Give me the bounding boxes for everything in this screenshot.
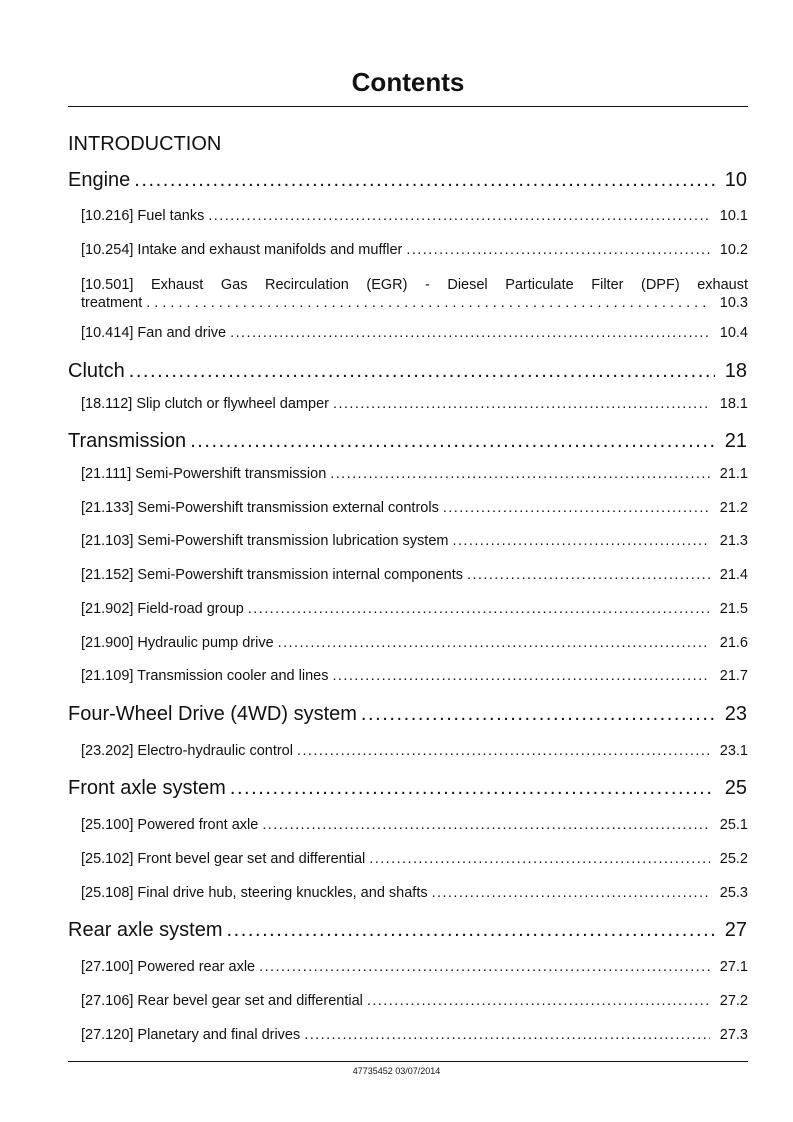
toc-entry-label-continued: treatment	[81, 295, 143, 311]
toc-entry-page: 18.1	[719, 396, 748, 412]
toc-section-label: Transmission	[68, 430, 187, 452]
toc-entry-label: [18.112] Slip clutch or flywheel damper	[81, 396, 329, 412]
toc-section-label: Rear axle system	[68, 919, 223, 941]
toc-section-label: Four-Wheel Drive (4WD) system	[68, 703, 357, 725]
dot-leader	[190, 428, 715, 454]
toc-entry-label: [10.414] Fan and drive	[81, 325, 227, 341]
dot-leader	[452, 532, 710, 550]
toc-entry-page: 21.2	[719, 500, 748, 516]
toc-entry-label: [21.133] Semi-Powershift transmission external controls	[81, 500, 439, 516]
toc-section-label: Engine	[68, 169, 131, 191]
toc-entry-page: 21.3	[719, 533, 748, 549]
toc-entry[interactable]	[81, 667, 748, 685]
dot-leader	[367, 992, 710, 1010]
footer-doc-id: 47735452 03/07/2014	[352, 1066, 441, 1076]
toc-entry-page: 10.3	[719, 295, 748, 311]
page-title: Contents	[351, 67, 465, 97]
toc-entry[interactable]	[81, 465, 748, 483]
dot-leader	[304, 1026, 710, 1044]
dot-leader	[259, 958, 710, 976]
toc-entry[interactable]	[81, 207, 748, 225]
toc-entry-label: [21.103] Semi-Powershift transmission lubrication system	[81, 533, 449, 549]
toc-entry-page: 25.2	[719, 851, 748, 867]
toc-section-page: 23	[724, 703, 747, 725]
toc-entry[interactable]	[81, 600, 748, 618]
toc-section-page: 10	[724, 169, 747, 191]
dot-leader	[333, 395, 710, 413]
toc-section-page: 27	[724, 919, 747, 941]
toc-entry-page: 21.4	[719, 567, 748, 583]
dot-leader	[248, 600, 710, 618]
toc-entry-page: 27.2	[719, 993, 748, 1009]
toc-section-page: 21	[724, 430, 747, 452]
dot-leader	[443, 499, 710, 517]
dot-leader	[278, 634, 710, 652]
dot-leader	[406, 241, 710, 259]
toc-section-label: Front axle system	[68, 777, 226, 799]
toc-section-rear-axle[interactable]	[68, 917, 747, 943]
footer-divider	[68, 1061, 748, 1062]
toc-entry[interactable]	[81, 566, 748, 584]
toc-entry-page: 25.1	[719, 817, 748, 833]
toc-entry[interactable]	[81, 992, 748, 1010]
toc-entry-page: 21.1	[719, 466, 748, 482]
dot-leader	[467, 566, 710, 584]
toc-section-page: 18	[724, 360, 747, 382]
toc-entry-label: [21.152] Semi-Powershift transmission internal components	[81, 567, 464, 583]
toc-entry[interactable]	[81, 850, 748, 868]
toc-section-engine[interactable]	[68, 167, 747, 193]
toc-entry[interactable]	[81, 499, 748, 517]
dot-leader	[230, 324, 710, 342]
toc-section-4wd[interactable]	[68, 701, 747, 727]
toc-entry-label: [25.100] Powered front axle	[81, 817, 259, 833]
toc-section-transmission[interactable]	[68, 428, 747, 454]
toc-section-label: Clutch	[68, 360, 125, 382]
introduction-heading: INTRODUCTION	[68, 133, 222, 155]
toc-entry-page: 27.1	[719, 959, 748, 975]
toc-entry[interactable]	[81, 816, 748, 834]
toc-entry-page: 21.7	[719, 668, 748, 684]
toc-entry[interactable]	[81, 884, 748, 902]
dot-leader	[230, 775, 715, 801]
dot-leader	[297, 742, 710, 760]
toc-entry-page: 10.2	[719, 242, 748, 258]
toc-entry-label: [21.109] Transmission cooler and lines	[81, 668, 329, 684]
dot-leader	[332, 667, 710, 685]
toc-entry[interactable]	[81, 241, 748, 259]
toc-entry-page: 25.3	[719, 885, 748, 901]
toc-entry-label: [27.120] Planetary and final drives	[81, 1027, 301, 1043]
dot-leader	[208, 207, 710, 225]
title-divider	[68, 106, 748, 107]
toc-entry-label: [25.102] Front bevel gear set and differential	[81, 851, 366, 867]
dot-leader	[227, 917, 716, 943]
toc-entry[interactable]	[81, 634, 748, 652]
toc-entry-label: [23.202] Electro-hydraulic control	[81, 743, 293, 759]
toc-section-page: 25	[724, 777, 747, 799]
toc-section-clutch[interactable]	[68, 358, 747, 384]
toc-entry-label: [10.216] Fuel tanks	[81, 208, 205, 224]
dot-leader	[134, 167, 715, 193]
toc-entry-label: [10.254] Intake and exhaust manifolds and muffler	[81, 242, 403, 258]
dot-leader	[146, 294, 710, 312]
dot-leader	[330, 465, 710, 483]
toc-entry-label: [27.106] Rear bevel gear set and differential	[81, 993, 363, 1009]
toc-entry-page: 23.1	[719, 743, 748, 759]
toc-entry-label: [21.902] Field-road group	[81, 601, 244, 617]
toc-entry-label: [10.501] Exhaust Gas Recirculation (EGR) - Diesel Particulate Filter (DPF) exhaust	[81, 277, 748, 293]
toc-entry-page: 21.6	[719, 635, 748, 651]
toc-entry-page: 10.1	[719, 208, 748, 224]
toc-entry-page: 21.5	[719, 601, 748, 617]
toc-entry-label: [21.900] Hydraulic pump drive	[81, 635, 274, 651]
dot-leader	[369, 850, 710, 868]
toc-entry-page: 10.4	[719, 325, 748, 341]
toc-entry-page: 27.3	[719, 1027, 748, 1043]
toc-entry-label: [25.108] Final drive hub, steering knuckles, and shafts	[81, 885, 428, 901]
dot-leader	[129, 358, 715, 384]
toc-entry[interactable]	[81, 324, 748, 342]
toc-entry[interactable]	[81, 958, 748, 976]
dot-leader	[262, 816, 710, 834]
toc-entry-label: [27.100] Powered rear axle	[81, 959, 256, 975]
toc-entry[interactable]	[81, 532, 748, 550]
toc-section-front-axle[interactable]	[68, 775, 747, 801]
dot-leader	[361, 701, 715, 727]
toc-entry-label: [21.111] Semi-Powershift transmission	[81, 466, 327, 482]
toc-entry[interactable]	[81, 395, 748, 413]
toc-entry[interactable]	[81, 742, 748, 760]
toc-entry[interactable]	[81, 276, 748, 312]
dot-leader	[432, 884, 710, 902]
toc-entry[interactable]	[81, 1026, 748, 1044]
